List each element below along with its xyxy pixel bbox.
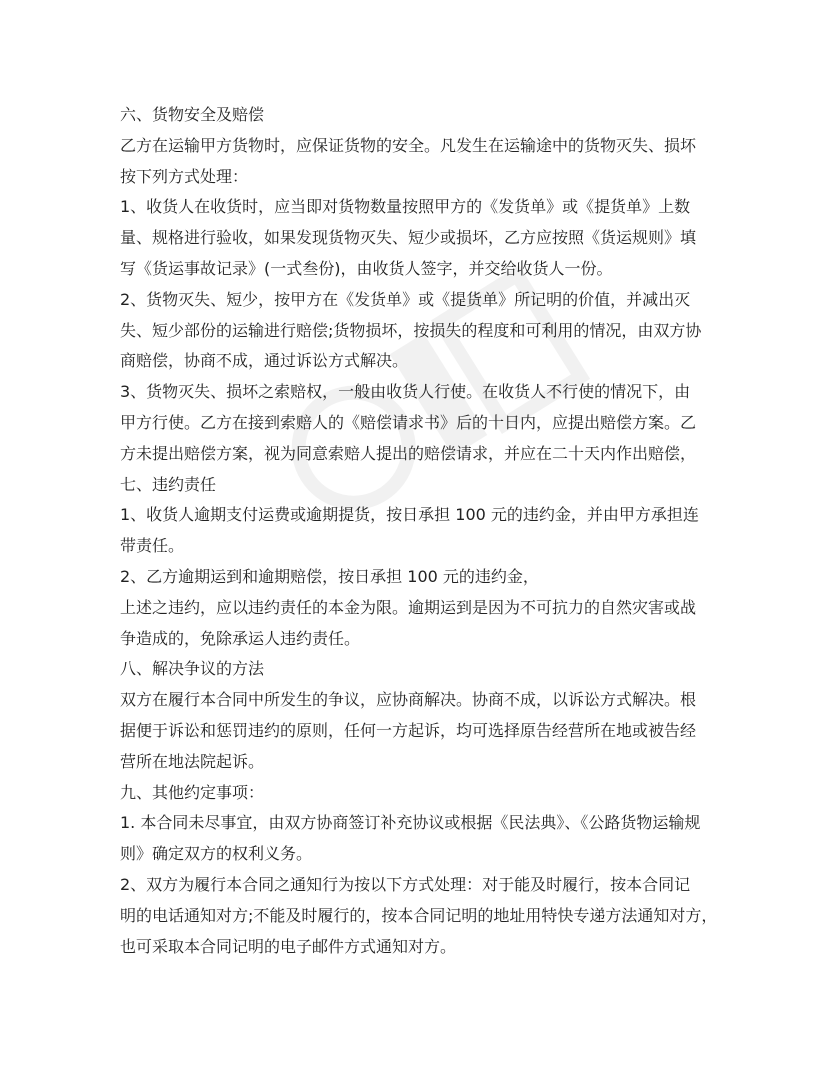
paragraph-line: 按下列方式处理： bbox=[120, 166, 249, 186]
paragraph-line: 2、双方为履行本合同之通知行为按以下方式处理：对于能及时履行，按本合同记 bbox=[120, 874, 691, 894]
paragraph-line: 上述之违约，应以违约责任的本金为限。逾期运到是因为不可抗力的自然灾害或战 bbox=[120, 597, 697, 617]
section-heading-6: 六、货物安全及赔偿 bbox=[120, 105, 265, 124]
paragraph-line: 则》确定双方的权利义务。 bbox=[120, 844, 313, 864]
paragraph-line: 双方在履行本合同中所发生的争议，应协商解决。协商不成，以诉讼方式解决。根 bbox=[120, 690, 697, 710]
paragraph-line: 也可采取本合同记明的电子邮件方式通知对方。 bbox=[120, 936, 457, 956]
paragraph-line: 带责任。 bbox=[120, 536, 185, 556]
document-body bbox=[120, 100, 720, 962]
section-heading-7: 七、违约责任 bbox=[120, 474, 217, 494]
section-heading-8: 八、解决争议的方法 bbox=[120, 659, 265, 679]
paragraph-line: 2、货物灭失、短少，按甲方在《发货单》或《提货单》所记明的价值，并减出灭 bbox=[120, 289, 691, 309]
paragraph-line: 争造成的，免除承运人违约责任。 bbox=[120, 628, 361, 648]
paragraph-line: 写《货运事故记录》(一式叁份)，由收货人签字，并交给收货人一份。 bbox=[120, 258, 613, 278]
paragraph-line: 失、短少部份的运输进行赔偿;货物损坏，按损失的程度和可利用的情况，由双方协 bbox=[120, 320, 702, 340]
paragraph-line: 1. 本合同未尽事宜，由双方协商签订补充协议或根据《民法典》、《公路货物运输规 bbox=[120, 813, 701, 833]
paragraph-line: 商赔偿，协商不成，通过诉讼方式解决。 bbox=[120, 351, 409, 371]
paragraph-line: 2、乙方逾期运到和逾期赔偿，按日承担 100 元的违约金， bbox=[120, 566, 539, 586]
paragraph-line: 1、收货人逾期支付运费或逾期提货，按日承担 100 元的违约金，并由甲方承担连 bbox=[120, 505, 699, 525]
paragraph-line: 方未提出赔偿方案，视为同意索赔人提出的赔偿请求，并应在二十天内作出赔偿， bbox=[120, 443, 697, 463]
paragraph-line: 乙方在运输甲方货物时，应保证货物的安全。凡发生在运输途中的货物灭失、损坏 bbox=[120, 135, 697, 155]
paragraph-line: 据便于诉讼和惩罚违约的原则，任何一方起诉，均可选择原告经营所在地或被告经 bbox=[120, 720, 697, 740]
paragraph-line: 量、规格进行验收，如果发现货物灭失、短少或损坏，乙方应按照《货运规则》填 bbox=[120, 228, 697, 248]
paragraph-line: 营所在地法院起诉。 bbox=[120, 751, 265, 771]
paragraph-line: 3、货物灭失、损坏之索赔权，一般由收货人行使。在收货人不行使的情况下，由 bbox=[120, 382, 691, 402]
section-heading-9: 九、其他约定事项： bbox=[120, 782, 265, 802]
paragraph-line: 1、收货人在收货时，应当即对货物数量按照甲方的《发货单》或《提货单》上数 bbox=[120, 197, 691, 217]
paragraph-line: 甲方行使。乙方在接到索赔人的《赔偿请求书》后的十日内，应提出赔偿方案。乙 bbox=[120, 412, 697, 432]
paragraph-line: 明的电话通知对方;不能及时履行的，按本合同记明的地址用特快专递方法通知对方， bbox=[120, 905, 718, 925]
